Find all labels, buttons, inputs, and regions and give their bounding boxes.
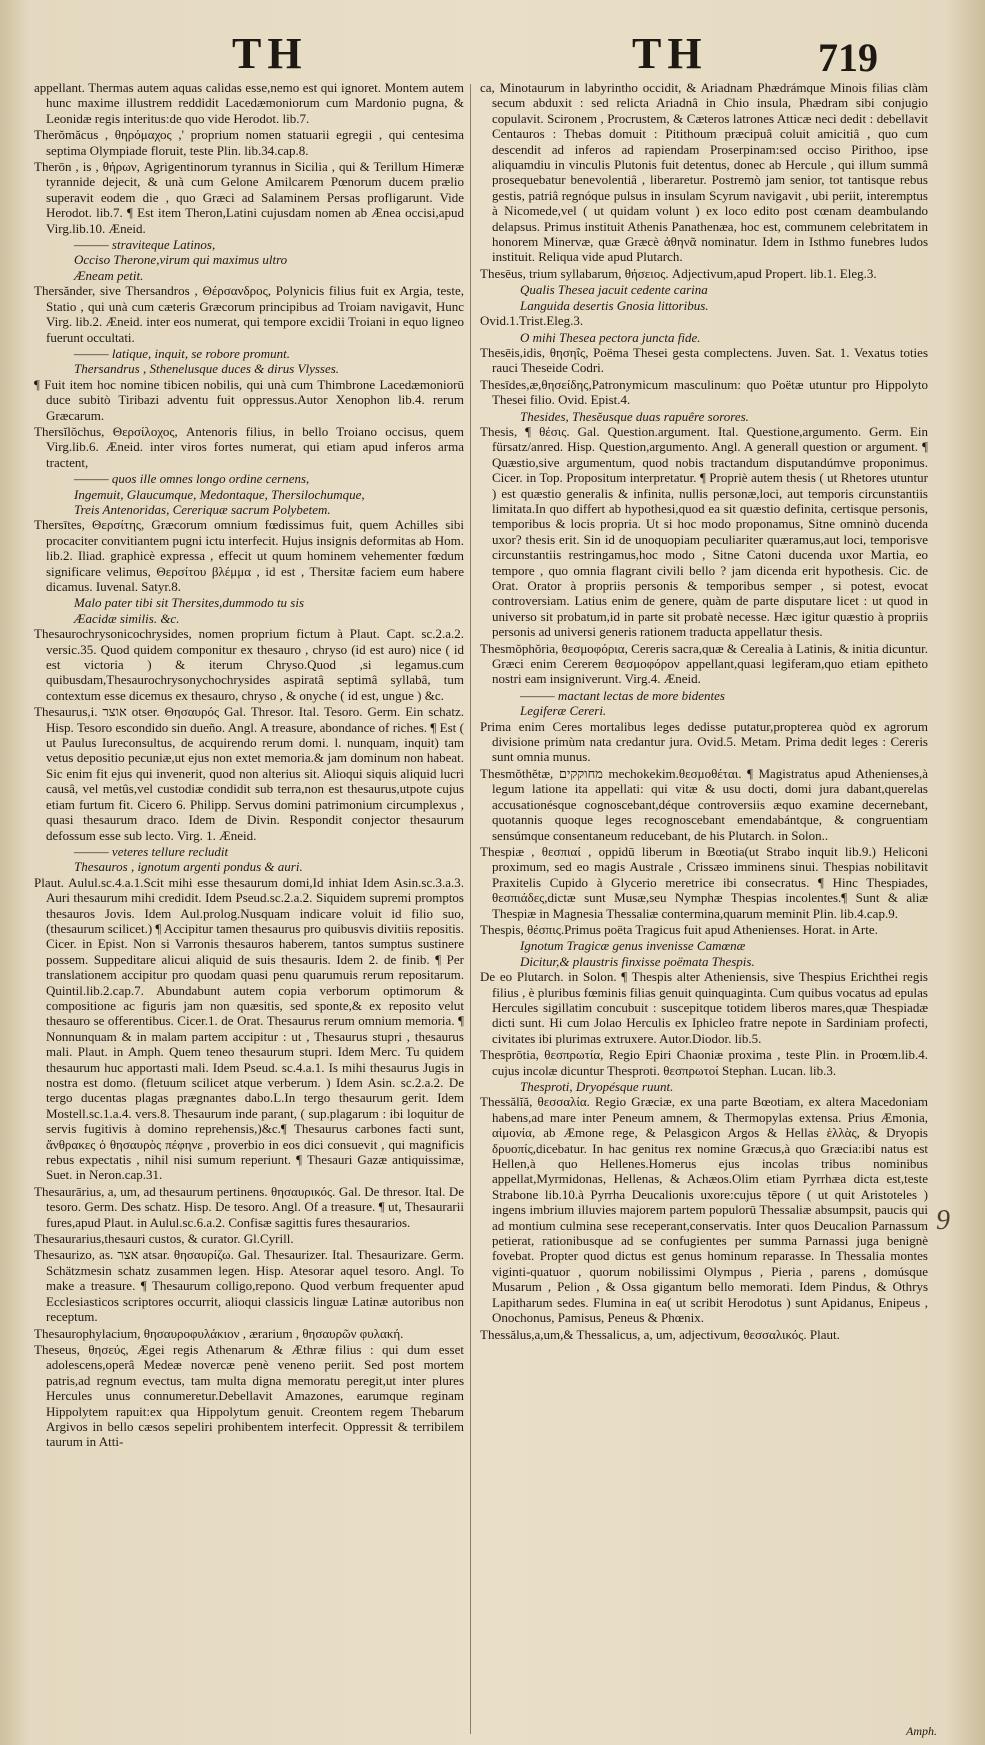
dictionary-entry: ¶ Fuit item hoc nomine tibicen nobilis, qui unà cum Thimbrone Lacedæmoniorū duce subitò Tiribazi adventu fuit oppressus.Autor Xenophon lib.4. rerum Græcarum. bbox=[34, 376, 464, 423]
column-divider bbox=[470, 84, 471, 1734]
dictionary-entry: Thessălus,a,um,& Thessalicus, a, um, adjectivum, θεσσαλικός. Plaut. bbox=[480, 1326, 840, 1342]
page-number: 719 bbox=[818, 35, 878, 80]
running-head-left: TH bbox=[232, 29, 308, 78]
verse-quotation: Ingemuit, Glaucumque, Medontaque, Thersilochumque, bbox=[74, 486, 365, 502]
dictionary-entry: Therōn , is , θήρων, Agrigentinorum tyrannus in Sicilia , qui & Terillum Himeræ tyrannide dejecit, & unà cum Gelone Amilcarem Pœnorum ducem prælio superavit eodem die , quo Græci ad Salaminem Persas profligarunt. Vide Herodot. lib.7. ¶ Est item Theron,Latini cujusdam nomen ab Ænea occisi,apud Virg.lib.10. Æneid. bbox=[34, 159, 464, 236]
verse-quotation: Languida desertis Gnosia littoribus. bbox=[520, 297, 709, 313]
dictionary-entry: Thesēus, trium syllabarum, θήσειος. Adjectivum,apud Propert. lib.1. Eleg.3. bbox=[480, 265, 877, 281]
verse-quotation: Æneam petit. bbox=[74, 267, 144, 283]
dictionary-entry: Thesaurus,i. אוצר otser. Θησαυρός Gal. Thresor. Ital. Tesoro. Germ. Ein schatz. Hisp. Tesoro escondido sin dueño. Angl. A treasure, abondance of riches. ¶ Est ( ut Paulus Iureconsultus, de acquirendo rerum domi. l. nunquam, inquit) tam vetus depositio pecuniæ,ut ejus non extet memoria.& jam dominum non habeat. Sic enim fit ejus qui invenerit, quod non alterius sit. Alioqui siquis aliquid lucri causâ, vel metûs,vel custodiæ condidit sub terra,non est thesaurus,utpote cujus etiam furtum fit. Cicero 6. Philipp. Servus domini patrimonium circumplexus , quasi thesaurum draco. Idem de Divin. Respondit conjector thesaurum defossum esse sub lecto. Virg. 1. Æneid. bbox=[34, 704, 464, 843]
dictionary-entry: Thesaurārius, a, um, ad thesaurum pertinens. θησαυρικός. Gal. De thresor. Ital. De tesoro. Germ. Des schatz. Hisp. De tesoro. Angl. Of a treasure. ¶ ut, Thesaurarii fures,apud Plaut. in Aulul.sc.6.a.2. Confisæ sagittis fures thesaurarios. bbox=[34, 1183, 464, 1230]
dictionary-entry: Theseus, θησεύς, Ægei regis Athenarum & Æthræ filius : qui dum esset adolescens,operâ Medeæ novercæ penè veneno periit. Sed post mortem patris,ad regnum evectus, tam multa digna memoratu peregit,ut inter plures Hercules unus connumeretur.Debellavit Amazones, earumque reginam Hippolytem rapuit:ex qua Hippolytum genuit. Creontem regem Thebarum Argivos in bello cæsos sepeliri prohibentem interfecit. Oppressit & terribilem taurum in Atti- bbox=[34, 1341, 464, 1450]
dictionary-entry: Thesaurochrysonicochrysides, nomen proprium fictum à Plaut. Capt. sc.2.a.2. versic.35. Quod quidem componitur ex thesauro , chryso (id est auro) nice ( id est victoria ) & iterum Chryso.Quod ,si legamus.cum quibusdam,Thesaurochrysonychochrysides aspiratâ septimâ syllabâ, tum contextum esse dicemus ex thesauro, chryso , & onyche ( id est, ungue ) &c. bbox=[34, 626, 464, 703]
left-column bbox=[34, 80, 464, 1735]
dictionary-entry: Thessălĭă, θεσσαλία. Regio Græciæ, ex una parte Bœotiam, ex altera Macedoniam habens,ad mare inter Peneum amnem, & Thermopylas extensa. Prius Æmonia, αἱμονία, ab Æmone rege, & Pelasgicon Argos & Hellas ἑλλὰς, & Dryopis δρυοπίς,dicebatur. In hac genitus rex nomine Græcus,à quo Græcia:ibi natus est Hellen,à quo Hellenes.Homerus ejus incolas tribus nominibus appellat,Myrmidonas, Hellenas, & Achæos.Olim etiam Pyrrhæa dicta est,teste Strabone lib.10.à Pyrrha Deucalionis uxore:cujus tēpore ( ut quit Aristoteles ) ingens imbrium illuvies majorem partem populorū Thessaliæ absumpsit, paucis qui ad montium culmina sese receperant,conservatis. Inter quos Deucalion Parnassum petierat, rationibusque ad se confugientes per summa Parnassi juga benignè fovebat. Propter quod dictus est genus hominum reparasse. In Thessalia montes viginti-quatuor , quorum nobilissimi Olympus , Pieria , parens , domúsque Musarum , Pelion , & Ossa gigantum bello memorati. Idem Pindus, & Othrys Lapitharum sedes. Flumina in ea( ut scribit Herodotus ) sunt Apidanus, Enipeus , Onochonus, Pamisus, Peneus & Phœnix. bbox=[480, 1094, 928, 1326]
dictionary-entry: Thesmŏphŏria, θεσμοφόρια, Cereris sacra,quæ & Cerealia à Latinis, & initia dicuntur. Græci enim Cererem θεσμοφόρον appellant,quasi legiferam,quo etiam epitheto nostri eam insigniverunt. Virg.4. Æneid. bbox=[480, 640, 928, 687]
dictionary-entry: Thesmŏthĕtæ, מחוקקים mechokekim.θεσμοθέται. ¶ Magistratus apud Athenienses,à legum latione ita appellati: qui vitæ & usu docti, domi jura dabant,querelas accusationésque cognoscebant,déque controversiis æquo examine decernebant, quotannis quoque leges recognoscebant emendabántque, & congruentiam sensúmque consentaneum reducebant, de his Plutarch. in Solon.. bbox=[480, 765, 928, 843]
verse-quotation: ——— straviteque Latinos, bbox=[74, 237, 216, 253]
verse-quotation: Æacidæ similis. &c. bbox=[74, 610, 180, 626]
dictionary-entry: Thespiæ , θεσπιαί , oppidū liberum in Bœotia(ut Strabo inquit lib.9.) Heliconi proximum, sed eo magis Australe , Crissæo imminens sinui. Thespias nobilitavit Praxitelis Cupido à Glycerio meretrice ibi consecratus. ¶ Hinc Thespiades, θεσπιάδες,dictæ sunt Musæ,seu Nymphæ Thespias incolentes.¶ Sunt & aliæ Thespiæ in Magnesia Thessaliæ contermina,quarum meminit Plin. lib.4.cap.9. bbox=[480, 843, 928, 921]
dictionary-entry: Thersĭlŏchus, Θερσίλοχος, Antenoris filius, in bello Troiano occisus, quem Virg.lib.6. Æneid. inter viros fortes numerat, qui etiam apud inferos arma tractent, bbox=[34, 423, 464, 470]
dictionary-entry: Prima enim Ceres mortalibus leges dedisse putatur,propterea quòd ex agrorum divisione primùm nata credantur jura. Ovid.5. Metam. Prima dedit leges : Cereris sunt omnia munus. bbox=[480, 718, 928, 765]
verse-quotation: Legiferæ Cereri. bbox=[520, 703, 607, 719]
dictionary-entry: Therŏmăcus , θηρόμαχος ,' proprium nomen statuarii egregii , qui centesima septima Olympiade floruit, teste Plin. lib.34.cap.8. bbox=[34, 127, 464, 158]
verse-quotation: Dicitur,& plaustris finxisse poëmata Thespis. bbox=[520, 953, 755, 969]
dictionary-entry: Thersītes, Θερσίτης, Græcorum omnium fœdissimus fuit, quem Achilles sibi procaciter convitiantem pugni ictu interfecit. Hujus insignis deformitas ab Hom. lib.2. Iliad. graphicè expressa , effecit ut quum hominem vehementer fœdum significare velimus, Θερσίτου βλέμμα , id est , Thersitæ faciem eum habere dicamus. Iuvenal. Satyr.8. bbox=[34, 517, 464, 594]
running-head-right: TH bbox=[632, 29, 708, 78]
verse-quotation: O mihi Thesea pectora juncta fide. bbox=[520, 329, 701, 345]
verse-quotation: ——— mactant lectas de more bidentes bbox=[520, 687, 725, 703]
dictionary-entry: appellant. Thermas autem aquas calidas esse,nemo est qui ignoret. Montem autem hunc maxime illustrem reddidit Lacedæmoniorum cum Mardonio pugna, & Leonidæ regis interitus:de quo vide Herodot. lib.7. bbox=[34, 80, 464, 126]
verse-quotation: Thersandrus , Sthenelusque duces & dirus Vlysses. bbox=[74, 361, 340, 377]
margin-mark: 9 bbox=[936, 1205, 950, 1236]
verse-quotation: Ignotum Tragicæ genus invenisse Camœnæ bbox=[520, 938, 746, 954]
verse-quotation: ——— quos ille omnes longo ordine cernens, bbox=[74, 471, 310, 487]
dictionary-entry: De eo Plutarch. in Solon. ¶ Thespis alter Atheniensis, sive Thespius Erichthei regis filius , è pluribus fœminis filias genuit quinquaginta. Cum quibus vocatus ad epulas Hercules sigillatim concubuit : suscepitque totidem liberos mares,quæ Thespiadæ dicti sunt. Hi cum Jolao Herculis ex Iphicleo fratre nepote in Sardiniam profecti, civitates ibi plurimas extruxere. Autor.Diodor. lib.5. bbox=[480, 969, 928, 1046]
dictionary-entry: ca, Minotaurum in labyrintho occidit, & Ariadnam Phædrámque Minois filias clàm secum abduxit : sed relicta Ariadnâ in Chio insula, Phædram sibi conjugio copulavit. Scironem , Procrustem, & Cæteros latrones Atticæ neci dedit : debellavit Centauros : Thebas domuit : Pitithoum præcipuâ coluit amicitiâ , quo cum descendit ad inferos ad rapiendam Proserpinam:sed occiso Pirithoo, ipse aliquamdiu in vinculis Plutonis fuit detentus, donec ab Hercule , qui illum summâ prosequebatur benevolentiâ , liberaretur. Postremò jam senior, tot tantisque rebus gestis, patriâ regnóque pulsus in insulam Scyrum navigavit , ubi periit, interemptus à Nicomede,vel ( ut quidam volunt ) ex loco edito post cœnam deambulando delapsus. Primus instituit Athenis Panathenæa, hoc est, communem celebritatem in honorem Minervæ, quæ Græcè ἀθηνᾶ nominatur. Idem in Isthmo funebres ludos instituit. Reliqua vide apud Plutarch. bbox=[480, 80, 928, 265]
verse-quotation: Malo pater tibi sit Thersites,dummodo tu sis bbox=[74, 595, 305, 611]
verse-quotation: ——— veteres tellure recludit bbox=[74, 843, 229, 859]
verse-quotation: Occiso Therone,virum qui maximus ultro bbox=[74, 252, 288, 268]
dictionary-entry: Ovid.1.Trist.Eleg.3. bbox=[480, 313, 584, 329]
dictionary-entry: Thesīdes,æ,θησείδης,Patronymicum masculinum: quo Poëtæ utuntur pro Hippolyto Thesei filio. Ovid. Epist.4. bbox=[480, 376, 928, 408]
verse-quotation: Thesides, Thesĕusque duas rapuêre sorores. bbox=[520, 408, 749, 424]
dictionary-entry: Thesis, ¶ θέσις. Gal. Question.argument. Ital. Questione,argumento. Germ. Ein fürsatz/anred. Hisp. Question,argumento. Angl. A generall question or argument. ¶ Quæstio,sive argumentum, quod nobis tractandum disputandúmve proponimus. Cicer. in Top. Propositum interpretatur. ¶ Propriè autem thesis ( ut Rhetores utuntur ) est quæstio generalis & infinita, nullis personæ,loci, aut temporis circunstantiis limitata.In quo differt ab hypothesi,quod ea sit quæstio definita, certisque personis, temporibus & locis propria. Ut si hoc modo proponamus, Sitne omninò ducenda uxor? thesis erit. Sin id de unoquopiam peculiariter quæramus,aut loci, temporisve circunstantiis restringamus,hoc modo , Sitne Catoni ducenda uxor Martia, eo tempore , quo omnia flagrant civili bello ? jam dicenda erit hypothesis. Cic. de Orat. Orator à propriis personis & temporibus semper , si potest, evocat controversiam. Latius enim de genere, quàm de parte disputare licet : ut quod in universo sit probatum,id in parte sit probatè necesse. Hæc igitur quæstio à propriis personis ad universi generis rationem traducta appellatur thesis. bbox=[480, 423, 928, 640]
verse-quotation: Qualis Thesea jacuit cedente carina bbox=[520, 282, 708, 298]
dictionary-entry: Thersănder, sive Thersandros , Θέρσανδρος, Polynicis filius fuit ex Argia, teste, Statio , qui unà cum cæteris Græcorum principibus ad Troiam navigavit, Hunc Virg. lib.2. Æneid. inter eos numerat, qui tempore excidii Troiani in equo ligneo fuerunt occultati. bbox=[34, 283, 464, 345]
dictionary-entry: Thesaurizo, as. אצר atsar. θησαυρίζω. Gal. Thesaurizer. Ital. Thesaurizare. Germ. Schätzmesin schatz zusammen legen. Hisp. Atesorar aquel tesoro. Angl. To make a treasure. ¶ Thesaurum colligo,repono. Quod verbum frequenter apud Ecclesiasticos scriptores occurrit, alioqui classicis linguæ Latinæ autoribus non receptum. bbox=[34, 1247, 464, 1325]
dictionary-entry: Thesaurarius,thesauri custos, & curator. Gl.Cyrill. bbox=[34, 1231, 294, 1247]
dictionary-entry: Plaut. Aulul.sc.4.a.1.Scit mihi esse thesaurum domi,Id inhiat Idem Asin.sc.3.a.3. Auri thesaurum mihi credidit. Idem Pseud.sc.2.a.2. Siquidem supremi promptos thesauros Jovis. Idem Aul.prolog.Nusquam indicare voluit id filio suo,(thesaurum scilicet.) ¶ Accipitur tamen thesaurus pro quibusvis divitiis repositis. Cicer. in Epist. Non si Varronis thesauros haberem, tantos sumptus sustinere possem. Suppeditare alicui aliquid de suis thesauris. Idem 2. de finib. ¶ Per translationem accipitur pro quodam quasi penu quarumuis rerum repositarum. Quintil.lib.2.cap.7. Abundabunt autem copia verborum optimorum & compositione ac figuris jam non quæsitis, sed sponte,& ex reposito velut thesauro se offerentibus. Cicer.1. de Orat. Thesaurus rerum omnium memoria. ¶ Nonnunquam & in malam partem accipitur : ut , Thesaurus stupri , thesaurus mali. Plaut. in Amph. Quem teneo thesaurum stupri. Idem Merc. Tu quidem thesaurum huc apportasti mali. Idem Pseud. sc.4.a.1. Is mihi thesaurus Jugis in nostra est domo. (fletuum scilicet atque verberum. ) Idem Asin. sc.2.a.2. De tergo ducentas plagas prægnantes dabo.L.In tergo thesaurum gerit. Idem Mostell.sc.1.a.4. vers.8. Thesaurum inde parant, ( sup.plagarum : ibi loquitur de servis fugitivis à domino reprehensis,)&c.¶ Thesaurus carbones facti sunt, ἄνθρακες ὁ θησαυρὸς πέφηνε , proverbio in eos dici consuevit , qui magnificis rebus expectatis , nihil nisi sumum reperiunt. ¶ Thesauri Gazæ antiquissimæ, Suet. in Neron.cap.31. bbox=[34, 874, 464, 1183]
catchword: Amph. bbox=[906, 1724, 937, 1738]
right-column bbox=[480, 80, 928, 1735]
dictionary-entry: Thesprōtia, θεσπρωτία, Regio Epiri Chaoniæ proxima , teste Plin. in Proœm.lib.4. cujus incolæ dicuntur Thesproti. θεσπρωτοί Stephan. Lucan. lib.3. bbox=[480, 1047, 928, 1078]
verse-quotation: Thesauros , ignotum argenti pondus & auri. bbox=[74, 859, 303, 875]
running-head bbox=[0, 28, 985, 80]
verse-quotation: Treis Antenoridas, Cereriquæ sacrum Polybetem. bbox=[74, 501, 331, 517]
verse-quotation: Thesproti, Dryopésque ruunt. bbox=[520, 1079, 674, 1094]
dictionary-entry: Thesēis,idis, θησηΐς, Poëma Thesei gesta complectens. Juven. Sat. 1. Vexatus toties rauci Theseide Codri. bbox=[480, 344, 928, 376]
dictionary-entry: Thespis, θέσπις.Primus poëta Tragicus fuit apud Athenienses. Horat. in Arte. bbox=[480, 921, 878, 937]
dictionary-entry: Thesaurophylacium, θησαυροφυλάκιον , ærarium , θησαυρῶν φυλακή. bbox=[34, 1325, 404, 1341]
verse-quotation: ——— latique, inquit, se robore promunt. bbox=[74, 345, 290, 361]
